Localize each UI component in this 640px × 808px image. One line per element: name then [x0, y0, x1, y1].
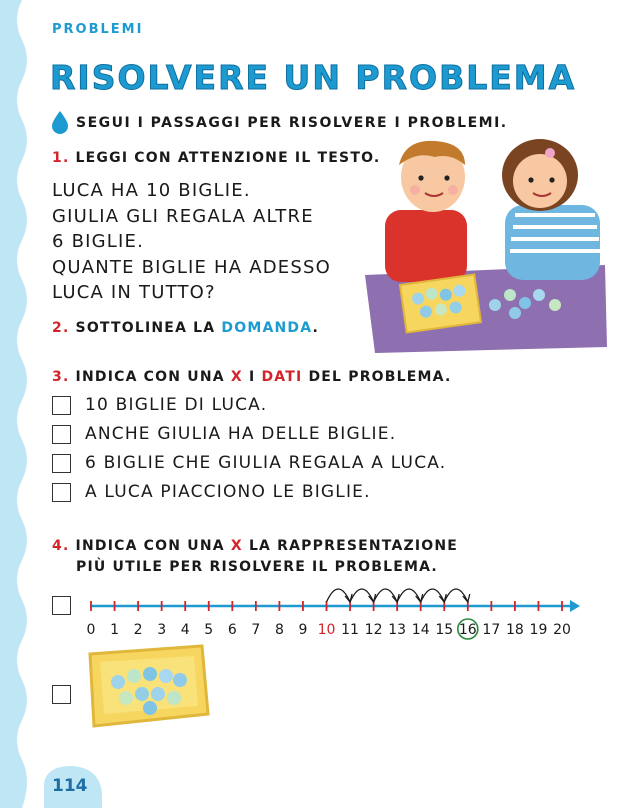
tick-label: 20: [553, 622, 571, 638]
arrow-head-icon: [570, 600, 580, 612]
hop-arc: [397, 589, 421, 602]
problem-line: GIULIA GLI REGALA ALTRE: [52, 205, 314, 227]
tick-label: 15: [435, 622, 454, 638]
data-option-2[interactable]: [52, 424, 396, 444]
step-4-mark: X: [230, 538, 243, 554]
tick-label: 17: [482, 622, 501, 638]
step-4: [52, 536, 458, 578]
marble-box-illustration: [84, 644, 214, 734]
tick-label: 0: [86, 622, 96, 638]
tick-label: 16: [458, 622, 477, 638]
step-2: [52, 320, 319, 336]
tick-label: 12: [364, 622, 383, 638]
tick-label: 5: [204, 622, 214, 638]
checkbox-number-line[interactable]: [52, 596, 71, 615]
problem-text: [52, 178, 331, 306]
data-option-1[interactable]: [52, 395, 267, 415]
tick-label: 3: [157, 622, 167, 638]
data-option-3[interactable]: [52, 453, 446, 473]
number-line: [80, 582, 590, 644]
step-2-keyword: DOMANDA: [221, 320, 313, 336]
step-4-number: 4.: [52, 538, 70, 554]
tick-label: 8: [274, 622, 284, 638]
problem-line: 6 BIGLIE.: [52, 231, 145, 252]
section-label: PROBLEMI: [52, 22, 144, 37]
checkbox[interactable]: [52, 396, 71, 415]
drop-icon: [50, 110, 70, 134]
step-3: [52, 369, 451, 385]
step-3-text-a: INDICA CON UNA: [75, 369, 225, 385]
checkbox[interactable]: [52, 454, 71, 473]
step-3-keyword: DATI: [261, 369, 303, 385]
tick-label: 7: [251, 622, 261, 638]
tick-label: 1: [110, 622, 120, 638]
page-number: 114: [52, 776, 88, 796]
step-4-text-a: INDICA CON UNA: [75, 538, 225, 554]
step-1-number: 1.: [52, 150, 70, 166]
step-2-end: .: [312, 320, 320, 336]
step-4-text-b: LA RAPPRESENTAZIONE: [248, 538, 459, 554]
problem-line: LUCA HA 10 BIGLIE.: [52, 180, 251, 201]
tick-label: 6: [227, 622, 237, 638]
step-1: [52, 150, 380, 166]
tick-label: 14: [411, 622, 430, 638]
hop-arc: [374, 589, 398, 602]
checkbox[interactable]: [52, 425, 71, 444]
step-3-text-c: DEL PROBLEMA.: [308, 369, 452, 385]
option-label: A LUCA PIACCIONO LE BIGLIE.: [85, 482, 371, 502]
tick-label: 11: [341, 622, 359, 638]
option-label: 10 BIGLIE DI LUCA.: [85, 395, 268, 415]
data-option-4[interactable]: [52, 482, 371, 502]
page-title: RISOLVERE UN PROBLEMA: [50, 58, 577, 97]
problem-line: QUANTE BIGLIE HA ADESSO: [52, 256, 331, 278]
step-1-text: LEGGI CON ATTENZIONE IL TESTO.: [75, 150, 381, 166]
step-4-line-2: PIÙ UTILE PER RISOLVERE IL PROBLEMA.: [76, 559, 438, 575]
checkbox-marble-box[interactable]: [52, 685, 71, 704]
girl-face: [513, 154, 567, 208]
tick-label: 10: [317, 622, 336, 638]
tick-label: 13: [388, 622, 407, 638]
tick-label: 9: [298, 622, 308, 638]
hop-arc: [327, 589, 351, 602]
page-edge-decoration: [0, 0, 40, 808]
tick-label: 4: [180, 622, 190, 638]
tick-label: 19: [529, 622, 548, 638]
hop-arc: [444, 589, 468, 602]
step-3-text-b: I: [248, 369, 256, 385]
checkbox[interactable]: [52, 483, 71, 502]
option-label: 6 BIGLIE CHE GIULIA REGALA A LUCA.: [85, 453, 447, 473]
step-3-mark: X: [230, 369, 243, 385]
option-label: ANCHE GIULIA HA DELLE BIGLIE.: [85, 424, 397, 444]
problem-line: LUCA IN TUTTO?: [52, 282, 216, 303]
tick-label: 18: [505, 622, 524, 638]
step-2-number: 2.: [52, 320, 70, 336]
step-3-number: 3.: [52, 369, 70, 385]
step-2-text: SOTTOLINEA LA: [75, 320, 216, 336]
hop-arc: [350, 589, 374, 602]
boy-shirt: [385, 210, 467, 282]
tick-label: 2: [133, 622, 143, 638]
instruction: SEGUI I PASSAGGI PER RISOLVERE I PROBLEMI.: [76, 115, 508, 131]
children-illustration: [355, 135, 615, 355]
hop-arc: [421, 589, 445, 602]
